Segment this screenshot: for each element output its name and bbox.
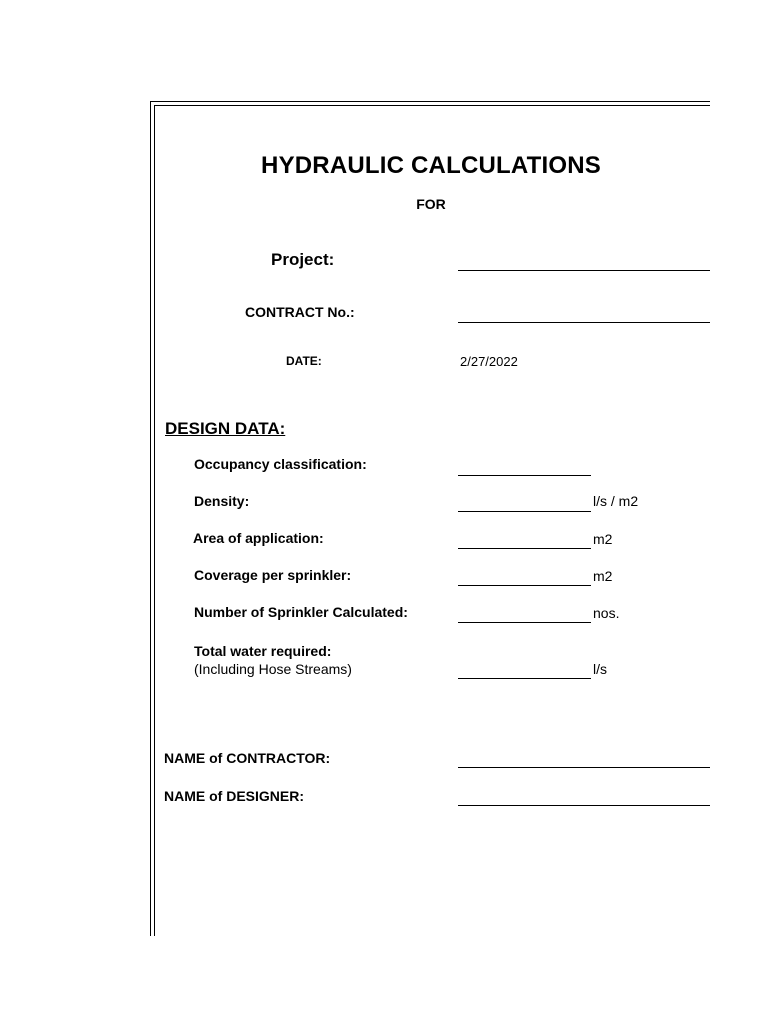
area-label: Area of application: — [193, 530, 324, 546]
coverage-field-line[interactable] — [458, 585, 591, 586]
density-label: Density: — [194, 493, 250, 509]
project-field-line[interactable] — [458, 270, 710, 271]
designer-field-line[interactable] — [458, 805, 710, 806]
frame-outer-left-border — [150, 101, 151, 936]
occupancy-label: Occupancy classification: — [194, 456, 367, 472]
design-data-heading: DESIGN DATA: — [165, 419, 286, 438]
document-subtitle: FOR — [416, 196, 446, 212]
project-label: Project: — [271, 250, 335, 269]
date-label: DATE: — [286, 354, 322, 368]
density-field-line[interactable] — [458, 511, 591, 512]
area-unit: m2 — [593, 531, 613, 547]
water-field-line[interactable] — [458, 678, 591, 679]
coverage-label: Coverage per sprinkler: — [194, 567, 352, 583]
water-label: Total water required: — [194, 643, 332, 659]
sprinklers-unit: nos. — [593, 605, 620, 621]
contractor-field-line[interactable] — [458, 767, 710, 768]
date-value: 2/27/2022 — [460, 354, 518, 369]
area-field-line[interactable] — [458, 548, 591, 549]
frame-outer-top-border — [150, 101, 710, 102]
water-note: (Including Hose Streams) — [194, 661, 352, 677]
coverage-unit: m2 — [593, 568, 613, 584]
density-unit: l/s / m2 — [593, 493, 639, 509]
contract-label: CONTRACT No.: — [245, 304, 355, 320]
sprinklers-label: Number of Sprinkler Calculated: — [194, 604, 408, 620]
water-unit: l/s — [593, 661, 607, 677]
contract-field-line[interactable] — [458, 322, 710, 323]
designer-label: NAME of DESIGNER: — [164, 788, 304, 804]
contractor-label: NAME of CONTRACTOR: — [164, 750, 331, 766]
frame-inner-left-border — [154, 105, 155, 936]
occupancy-field-line[interactable] — [458, 475, 591, 476]
frame-inner-top-border — [154, 105, 710, 106]
sprinklers-field-line[interactable] — [458, 622, 591, 623]
document-title: HYDRAULIC CALCULATIONS — [261, 152, 601, 179]
